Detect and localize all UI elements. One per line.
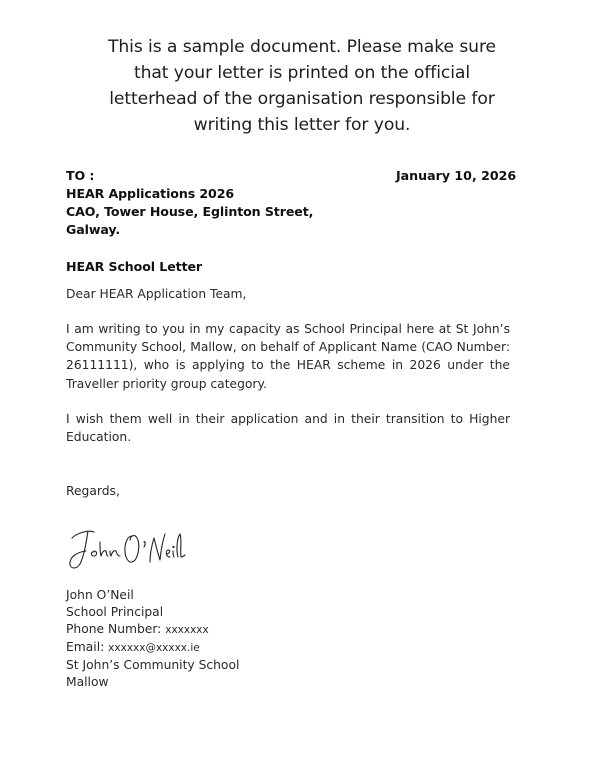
signature-icon bbox=[64, 520, 224, 575]
recipient-line: CAO, Tower House, Eglinton Street, bbox=[66, 204, 314, 219]
notice-line: writing this letter for you. bbox=[193, 115, 411, 135]
signature-block bbox=[66, 587, 239, 691]
body-paragraph: I am writing to you in my capacity as School Principal here at St John’s Community School, Mallow, on behalf of Applicant Name (CAO Number: 26111111), who is applying to the HEAR scheme in 2026 under the Traveller priority group category. bbox=[66, 322, 510, 391]
notice-line: that your letter is printed on the official bbox=[133, 63, 471, 83]
body-paragraph: I wish them well in their application and in their transition to Higher Education. bbox=[66, 412, 510, 445]
signatory-email bbox=[66, 639, 239, 657]
notice-line: This is a sample document. Please make sure bbox=[107, 37, 497, 57]
email-value: xxxxxx@xxxxx.ie bbox=[108, 642, 200, 654]
signatory-name: John O’Neil bbox=[66, 588, 134, 602]
sample-notice bbox=[60, 34, 544, 138]
recipient-line: Galway. bbox=[66, 222, 121, 237]
recipient-address bbox=[66, 167, 313, 239]
signatory-organisation: St John’s Community School bbox=[66, 658, 240, 672]
letter-date: January 10, 2026 bbox=[396, 168, 517, 183]
signatory-location: Mallow bbox=[66, 675, 109, 689]
notice-line: letterhead of the organisation responsible for bbox=[109, 89, 495, 109]
signatory-phone bbox=[66, 621, 239, 639]
salutation: Dear HEAR Application Team, bbox=[66, 287, 247, 301]
phone-value: xxxxxxx bbox=[165, 624, 209, 636]
recipient-label: TO : bbox=[66, 168, 95, 183]
recipient-line: HEAR Applications 2026 bbox=[66, 186, 235, 201]
handwritten-signature bbox=[64, 520, 224, 575]
email-label: Email: bbox=[66, 640, 109, 654]
closing: Regards, bbox=[66, 484, 120, 498]
phone-label: Phone Number: bbox=[66, 622, 166, 636]
letter-subject: HEAR School Letter bbox=[66, 259, 203, 274]
signatory-title: School Principal bbox=[66, 605, 164, 619]
